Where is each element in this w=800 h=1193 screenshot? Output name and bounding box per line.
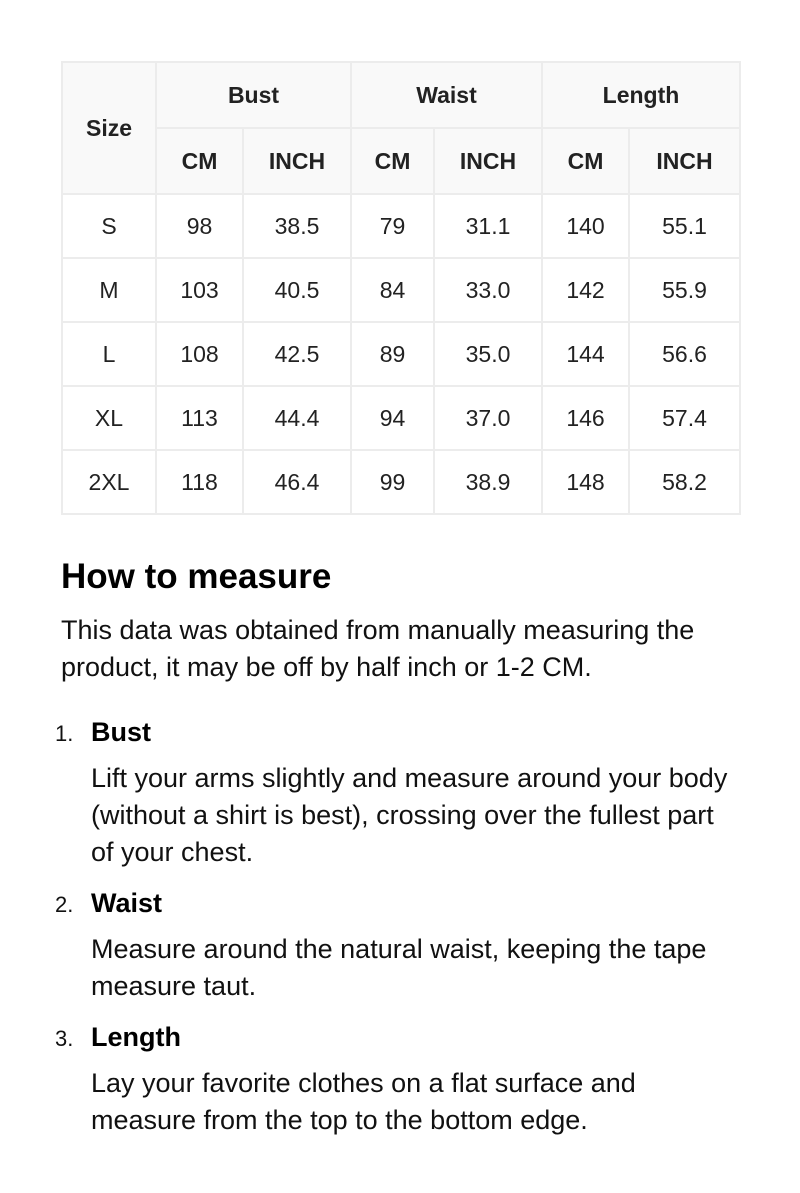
value-cell: 113 — [156, 386, 243, 450]
table-row — [62, 258, 740, 322]
value-cell: 57.4 — [629, 386, 740, 450]
size-column-header: Size — [62, 62, 156, 194]
value-cell: 140 — [542, 194, 629, 258]
step-title: Bust — [91, 717, 151, 747]
step-number: 1. — [55, 721, 74, 746]
value-cell: 56.6 — [629, 322, 740, 386]
value-cell: 98 — [156, 194, 243, 258]
unit-header-row — [62, 128, 740, 194]
table-row — [62, 386, 740, 450]
unit-header: INCH — [629, 128, 740, 194]
group-header-row — [62, 62, 740, 128]
length-group-header: Length — [542, 62, 740, 128]
step-waist — [55, 885, 761, 1005]
value-cell: 31.1 — [434, 194, 542, 258]
value-cell: 38.9 — [434, 450, 542, 514]
bust-group-header: Bust — [156, 62, 351, 128]
value-cell: 44.4 — [243, 386, 351, 450]
value-cell: 55.9 — [629, 258, 740, 322]
value-cell: 94 — [351, 386, 434, 450]
value-cell: 58.2 — [629, 450, 740, 514]
value-cell: 89 — [351, 322, 434, 386]
size-cell: XL — [62, 386, 156, 450]
step-title: Waist — [91, 888, 163, 918]
value-cell: 33.0 — [434, 258, 542, 322]
value-cell: 108 — [156, 322, 243, 386]
unit-header: INCH — [434, 128, 542, 194]
table-row — [62, 194, 740, 258]
size-cell: M — [62, 258, 156, 322]
unit-header: CM — [351, 128, 434, 194]
guide-title: How to measure — [61, 557, 332, 596]
value-cell: 38.5 — [243, 194, 351, 258]
table-row — [62, 450, 740, 514]
value-cell: 35.0 — [434, 322, 542, 386]
step-bust — [55, 714, 761, 871]
value-cell: 55.1 — [629, 194, 740, 258]
value-cell: 99 — [351, 450, 434, 514]
unit-header: INCH — [243, 128, 351, 194]
step-number: 3. — [55, 1026, 74, 1051]
value-cell: 46.4 — [243, 450, 351, 514]
table-row — [62, 322, 740, 386]
value-cell: 84 — [351, 258, 434, 322]
size-chart-table — [61, 61, 741, 515]
value-cell: 79 — [351, 194, 434, 258]
waist-group-header: Waist — [351, 62, 542, 128]
size-cell: L — [62, 322, 156, 386]
step-number: 2. — [55, 892, 74, 917]
value-cell: 118 — [156, 450, 243, 514]
value-cell: 144 — [542, 322, 629, 386]
value-cell: 148 — [542, 450, 629, 514]
value-cell: 146 — [542, 386, 629, 450]
step-description: Measure around the natural waist, keeping the tape measure taut. — [91, 934, 707, 1001]
step-description: Lift your arms slightly and measure around your body (without a shirt is best), crossing over the fullest part of your chest. — [91, 763, 728, 867]
step-length — [55, 1019, 761, 1139]
value-cell: 42.5 — [243, 322, 351, 386]
value-cell: 40.5 — [243, 258, 351, 322]
value-cell: 142 — [542, 258, 629, 322]
steps-list — [55, 714, 761, 1139]
size-cell: S — [62, 194, 156, 258]
step-description: Lay your favorite clothes on a flat surface and measure from the top to the bottom edge. — [91, 1068, 636, 1135]
guide-intro: This data was obtained from manually measuring the product, it may be off by half inch or 1-2 CM. — [61, 615, 695, 682]
size-cell: 2XL — [62, 450, 156, 514]
unit-header: CM — [542, 128, 629, 194]
value-cell: 103 — [156, 258, 243, 322]
value-cell: 37.0 — [434, 386, 542, 450]
measuring-guide — [55, 552, 761, 1153]
step-title: Length — [91, 1022, 181, 1052]
unit-header: CM — [156, 128, 243, 194]
